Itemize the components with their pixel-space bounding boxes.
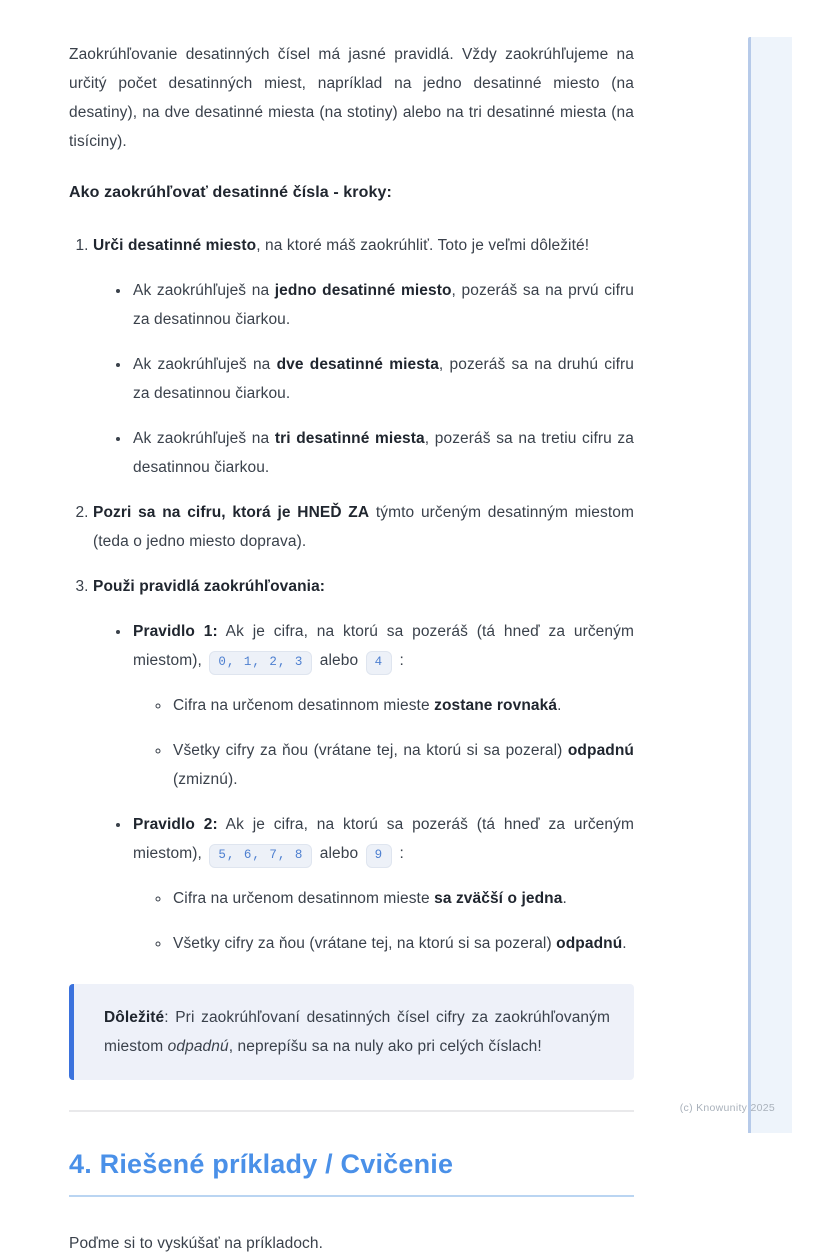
bullet-text (133, 350, 634, 408)
step-3-text (93, 572, 634, 601)
bullet-text (133, 276, 634, 334)
sub-bullet-text (173, 884, 634, 913)
steps-heading: Ako zaokrúhľovať desatinné čísla - kroky: (69, 184, 392, 201)
section-heading: 4. Riešené príklady / Cvičenie (69, 1148, 634, 1197)
text-segment: Cifra na určenom desatinnom mieste (173, 697, 435, 714)
text-segment: . (557, 697, 562, 714)
text-segment: Ak zaokrúhľuješ na (133, 282, 275, 299)
rule-2-sublist (133, 884, 634, 958)
step-1-sublist (93, 276, 634, 482)
sub-bullet-text (173, 929, 634, 958)
text-segment: Ak je cifra, na ktorú sa pozeráš (tá hneď za určeným miestom), (133, 623, 634, 669)
text-segment: Ak je cifra, na ktorú sa pozeráš (tá hneď za určeným miestom), (133, 816, 634, 862)
text-segment: . (562, 890, 567, 907)
steps-list (69, 231, 634, 958)
bold-text-segment: tri desatinné miesta (274, 430, 425, 447)
list-item (171, 929, 634, 958)
text-segment: , na ktoré máš zaokrúhliť. Toto je veľmi dôležité! (256, 237, 590, 254)
text-segment: (zmiznú). (173, 771, 238, 788)
text-segment: Všetky cifry za ňou (vrátane tej, na ktorú si sa pozeral) (173, 742, 568, 759)
list-item-rule-1 (131, 617, 634, 794)
bold-text-segment: Pravidlo 1: (133, 623, 218, 640)
bold-text-segment: Dôležité (104, 1009, 165, 1026)
text-segment: , pozeráš sa na prvú cifru za desatinnou čiarkou. (133, 282, 634, 328)
rule-1-sublist (133, 691, 634, 794)
bold-text-segment: sa zväčší o jedna (434, 890, 563, 907)
list-item (171, 884, 634, 913)
text-segment: , neprepíšu sa na nuly ako pri celých číslach! (228, 1038, 542, 1055)
text-segment: Ak zaokrúhľuješ na (133, 356, 277, 373)
bold-text-segment: Použi pravidlá zaokrúhľovania: (93, 578, 326, 595)
list-item-step-3 (93, 572, 634, 958)
copyright-notice: (c) Knowunity 2025 (679, 1102, 775, 1114)
text-segment: alebo (315, 652, 363, 669)
bold-text-segment: Pozri sa na cifru, ktorá je HNEĎ ZA (93, 504, 370, 521)
italic-text-segment: odpadnú (167, 1038, 229, 1055)
scrollbar-track[interactable] (748, 37, 792, 1133)
list-item (131, 350, 634, 408)
list-item (171, 691, 634, 720)
bold-text-segment: zostane rovnaká (434, 697, 558, 714)
text-segment: týmto určeným desatinným miestom (teda o jedno miesto doprava). (93, 504, 634, 550)
bold-text-segment: jedno desatinné miesto (274, 282, 452, 299)
bold-text-segment: Pravidlo 2: (133, 816, 218, 833)
list-item-step-1 (93, 231, 634, 482)
bold-text-segment: odpadnú (567, 742, 634, 759)
list-item (131, 276, 634, 334)
text-segment: , pozeráš sa na tretiu cifru za desatinnou čiarkou. (133, 430, 634, 476)
code-badge: 9 (366, 844, 393, 868)
code-badge: 0, 1, 2, 3 (209, 651, 312, 675)
outro-paragraph: Poďme si to vyskúšať na príkladoch. (69, 1235, 324, 1252)
text-segment: Cifra na určenom desatinnom mieste (173, 890, 435, 907)
list-item-rule-2 (131, 810, 634, 958)
intro-paragraph: Zaokrúhľovanie desatinných čísel má jasné pravidlá. Vždy zaokrúhľujeme na určitý počet desatinných miest, napríklad na jedno desatinné miesto (na desatiny), na dve desatinné miesta (na stotiny) alebo na tri desatinné miesta (na tisíciny). (69, 46, 634, 150)
bold-text-segment: odpadnú (556, 935, 623, 952)
document-content (69, 40, 634, 1258)
text-segment: Ak zaokrúhľuješ na (133, 430, 275, 447)
code-badge: 5, 6, 7, 8 (209, 844, 312, 868)
sub-bullet-text (173, 736, 634, 794)
list-item (131, 424, 634, 482)
bullet-text (133, 424, 634, 482)
step-2-text (93, 498, 634, 556)
text-segment: : (395, 845, 404, 862)
sub-bullet-text (173, 691, 634, 720)
important-callout (69, 984, 634, 1080)
list-item (171, 736, 634, 794)
text-segment: : Pri zaokrúhľovaní desatinných čísel cifry za zaokrúhľovaným miestom (104, 1009, 610, 1055)
rule-1-text (133, 617, 634, 675)
horizontal-divider (69, 1110, 634, 1112)
text-segment: , pozeráš sa na druhú cifru za desatinnou čiarkou. (133, 356, 635, 402)
rule-2-text (133, 810, 634, 868)
list-item-step-2 (93, 498, 634, 556)
step-1-text (93, 231, 634, 260)
text-segment: : (395, 652, 404, 669)
text-segment: . (622, 935, 627, 952)
rules-list (93, 617, 634, 958)
code-badge: 4 (366, 651, 393, 675)
text-segment: alebo (315, 845, 363, 862)
bold-text-segment: Urči desatinné miesto (93, 237, 257, 254)
text-segment: Všetky cifry za ňou (vrátane tej, na ktorú si sa pozeral) (173, 935, 557, 952)
bold-text-segment: dve desatinné miesta (276, 356, 439, 373)
